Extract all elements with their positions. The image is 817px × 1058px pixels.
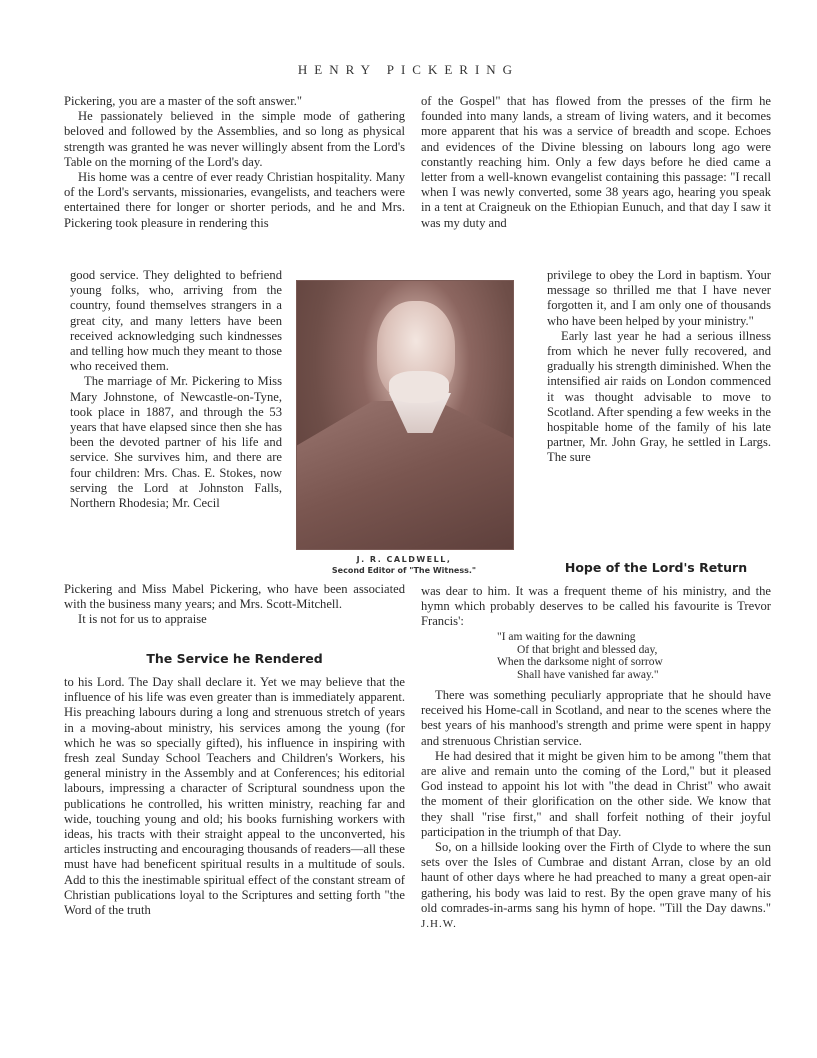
paragraph: to his Lord. The Day shall declare it. Yet we may believe that the influence of his life was even greater than is immediately apparent. His preaching labours during a long and strenuous stretch of years in a moving-about ministry, his services among the young (for which he was so specially gifted), his influence in inspiring with fresh zeal Sunday School Teachers and Children's Workers, his general ministry in the Assembly and at Conferences; his editorial labours, impressing a character of Scriptural soundness upon the publications he controlled, his written ministry, reaching far and wide, touching young and old; his books furnishing workers with ideas, his tracts with their straight appeal to the unconverted, his articles instructing and encouraging thousands of readers—all these must have had beneficent spiritual results in a multitude of souls. Add to this the inestimable spiritual effect of the constant stream of Christian publications loyal to the Scriptures and setting forth "the Word of the truth	[64, 675, 405, 918]
hymn-line: Shall have vanished far away."	[517, 668, 659, 681]
hymn-line: When the darksome night of sorrow	[497, 656, 663, 668]
right-column-wrapped	[547, 268, 771, 466]
right-column-section-intro	[421, 584, 771, 630]
paragraph: good service. They delighted to befriend young folks, who, arriving from the country, found themselves strangers in a great city, and many letters have been received acknowledging such kindnesses and telling how much they meant to those who received them.	[70, 268, 282, 374]
left-column-bottom	[64, 582, 405, 628]
figure-caption	[296, 554, 512, 576]
page-header: HENRY PICKERING	[297, 62, 520, 77]
caption-name: J. R. CALDWELL,	[356, 555, 452, 564]
portrait-moustache	[389, 371, 449, 403]
author-signature: J.H.W.	[421, 918, 457, 931]
paragraph: Pickering, you are a master of the soft answer."	[64, 94, 303, 108]
paragraph: privilege to obey the Lord in baptism. Your message so thrilled me that I have never forgotten it, and I am only one of thousands who have been helped by your ministry."	[547, 268, 771, 328]
right-column-closing	[421, 688, 771, 932]
section-heading-service: The Service he Rendered	[146, 651, 323, 666]
paragraph: It is not for us to appraise	[78, 612, 207, 627]
paragraph: There was something peculiarly appropriate that he should have received his Home-call in Scotland, and near to the scenes where the best years of his manhood's strength and prime were spent in happy and strenuous Christian service.	[421, 688, 771, 748]
paragraph: of the Gospel" that has flowed from the presses of the firm he founded into many lands, a stream of living waters, and it becomes more apparent that his was a service of breadth and scope. Echoes and evidences of the Divine blessing on labours long ago were constantly reaching him. Only a few days before he died came a letter from a well-known evangelist containing this passage: "I recall when I was newly converted, some 38 years ago, hearing you speak in a tent at Craigneuk on the Ethiopian Eunuch, and that day I saw it was my duty and	[421, 94, 771, 230]
left-column-wrapped	[70, 268, 282, 511]
paragraph	[421, 840, 771, 932]
paragraph: He had desired that it might be given him to be among "them that are alive and remain unto the coming of the Lord," but it pleased God instead to appoint his lot with "the dead in Christ" who await the moment of their glorification on the other side. We know that they shall "rise first," and shall forfeit nothing of their joyful participation in the triumph of that Day.	[421, 748, 771, 839]
paragraph: Pickering and Miss Mabel Pickering, who have been associated with the business many years; and Mrs. Scott-Mitchell.	[64, 582, 405, 612]
right-column-top	[421, 94, 771, 231]
paragraph-text: So, on a hillside looking over the Firth of Clyde to where the sun sets over the Isles of Cumbrae and distant Arran, close by an old haunt of other days where he had preached to many a great open-air gathering, his body was laid to rest. By the open grave many of his old comrades-in-arms sang his hymn of hope. "Till the Day dawns."	[421, 840, 771, 915]
paragraph: The marriage of Mr. Pickering to Miss Mary Johnstone, of Newcastle-on-Tyne, took place in 1887, and through the 53 years that have elapsed since then she has been the devoted partner of his life and service. She survives him, and there are four children: Mrs. Chas. E. Stokes, now serving the Lord at Johnston Falls, Northern Rhodesia; Mr. Cecil	[70, 374, 282, 511]
paragraph: Early last year he had a serious illness from which he never fully recovered, and gradually his strength diminished. When the intensified air raids on London commenced it was thought advisable to move to Scotland. After spending a few weeks in the hospitable home of the family of his late partner, Mr. John Gray, he settled in Largs. The sure	[547, 328, 771, 465]
section-heading-hope: Hope of the Lord's Return	[564, 560, 748, 575]
hymn-line: Of that bright and blessed day,	[517, 643, 658, 656]
hymn-quote	[497, 631, 663, 681]
left-column-top	[64, 94, 405, 231]
paragraph: He passionately believed in the simple mode of gathering beloved and followed by the Assemblies, and so long as physical strength was granted he was never willingly absent from the Lord's Table on the morning of the Lord's day.	[64, 109, 405, 169]
caption-role: Second Editor of "The Witness."	[331, 566, 477, 575]
portrait-photo	[296, 280, 514, 550]
left-column-section	[64, 675, 405, 918]
paragraph: was dear to him. It was a frequent theme of his ministry, and the hymn which probably deserves to be called his favourite is Trevor Francis':	[421, 584, 771, 629]
hymn-line: "I am waiting for the dawning	[497, 631, 636, 643]
paragraph: His home was a centre of ever ready Christian hospitality. Many of the Lord's servants, missionaries, evangelists, and teachers were entertained there for longer or shorter periods, and he and Mrs. Pickering took pleasure in rendering this	[64, 170, 405, 230]
